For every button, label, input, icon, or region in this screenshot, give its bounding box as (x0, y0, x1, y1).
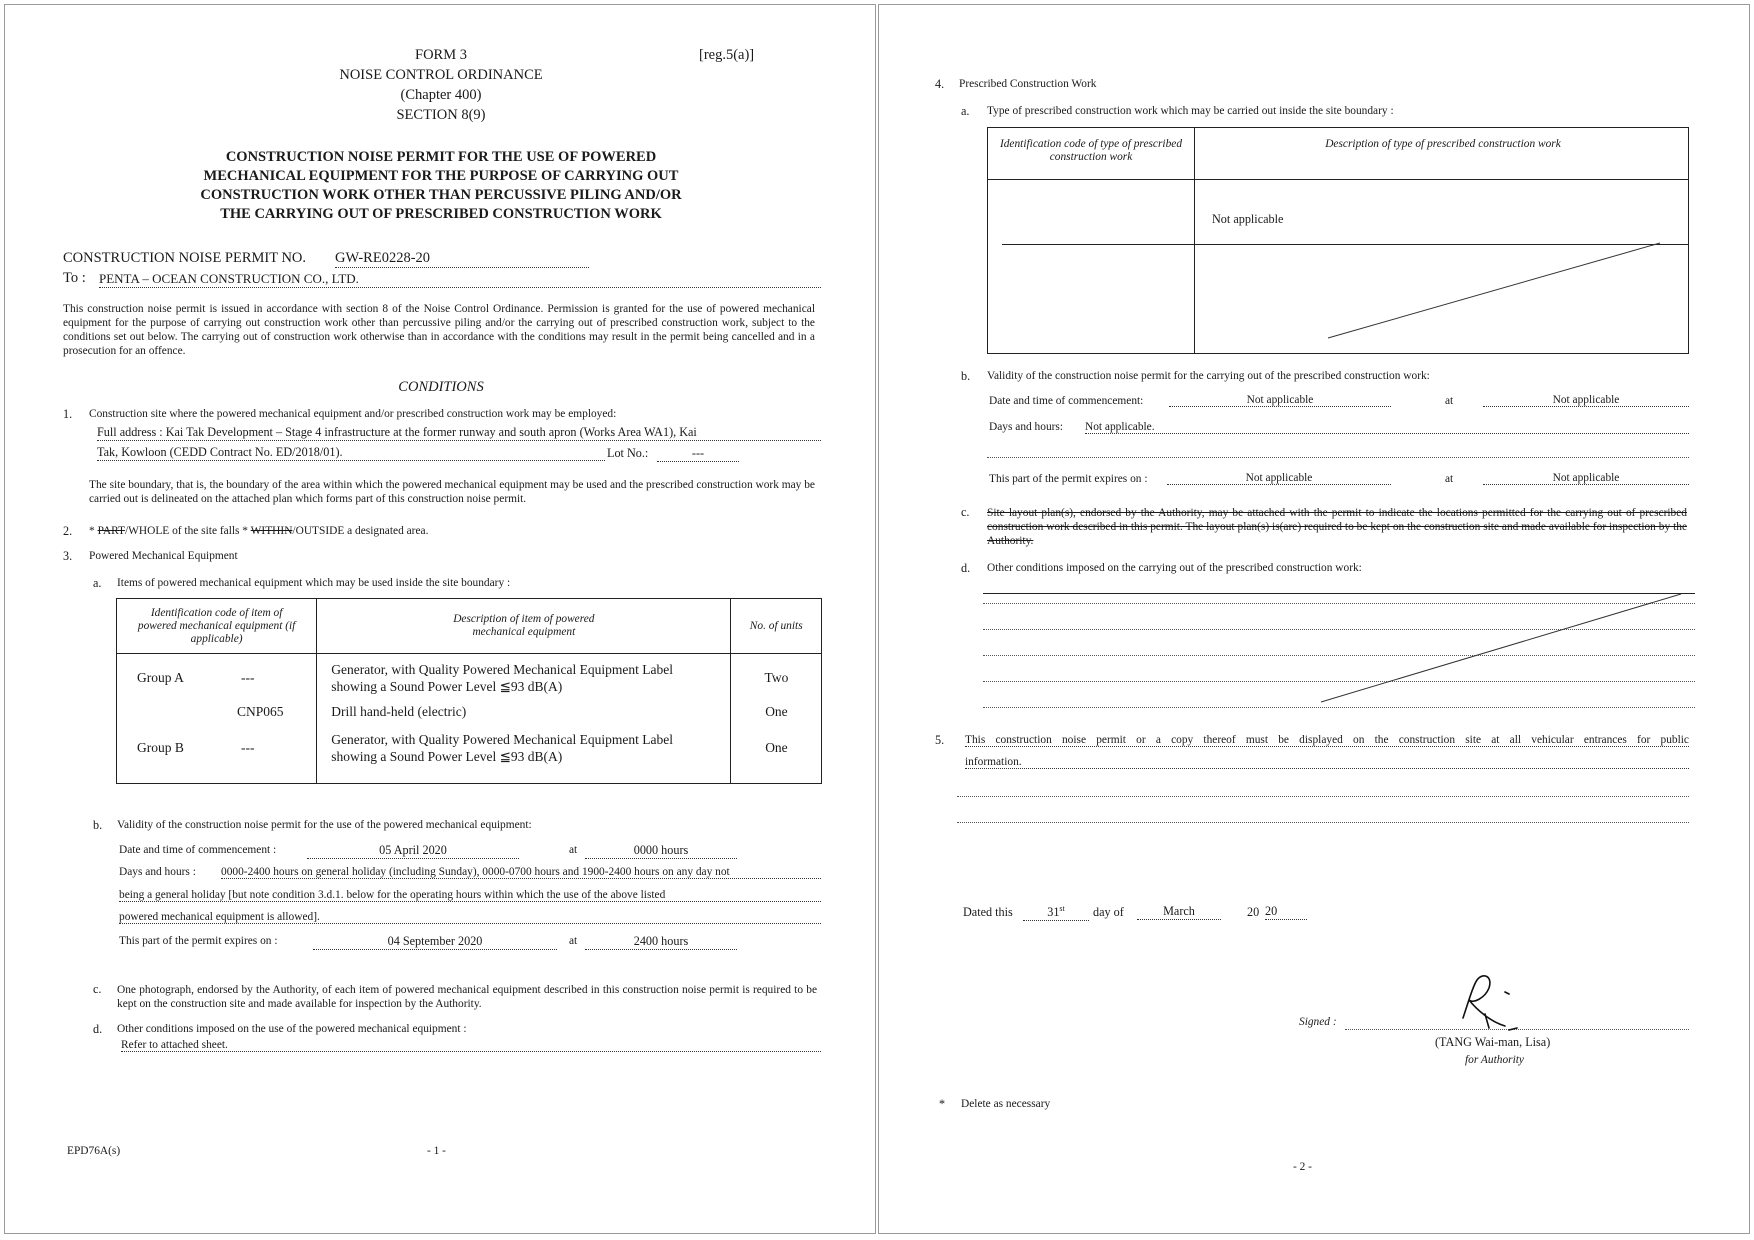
pme-expire-date: 04 September 2020 (313, 934, 557, 950)
condition-4c-letter: c. (961, 505, 970, 519)
outside-text: /OUTSIDE a designated area. (292, 525, 429, 537)
dated-label: Dated this (963, 905, 1013, 919)
pme-days-label: Days and hours : (119, 866, 196, 878)
condition-5-line-2: information. (965, 756, 1689, 769)
table-row-2-code: CNP065 (237, 704, 284, 719)
pme-expire-time: 2400 hours (585, 934, 737, 950)
title-line-3: CONSTRUCTION WORK OTHER THAN PERCUSSIVE PILING AND/OR (200, 187, 682, 203)
condition-1-text: Construction site where the powered mechanical equipment and/or prescribed construction work may be employed: (89, 408, 617, 420)
conditions-heading: CONDITIONS (398, 379, 484, 395)
condition-5-line-1: This construction noise permit or a copy thereof must be displayed on the construction site at all vehicular entrances for public (965, 734, 1689, 746)
condition-4a-text: Type of prescribed construction work which may be carried out inside the site boundary : (987, 105, 1394, 117)
ordinance-name: NOISE CONTROL ORDINANCE (339, 67, 543, 83)
chapter: (Chapter 400) (400, 87, 482, 103)
dated-day: 31st (1023, 904, 1089, 921)
table-row-3-desc-1: Generator, with Quality Powered Mechanical Equipment Label (331, 732, 673, 747)
permit-number-value: GW-RE0228-20 (335, 250, 589, 268)
condition-3b-text: Validity of the construction noise permit for the use of the powered mechanical equipment: (117, 819, 532, 831)
page-1 (4, 4, 876, 1234)
prescribed-work-table (987, 127, 1689, 354)
pme-expire-label: This part of the permit expires on : (119, 935, 278, 947)
table-row-3-units: One (765, 740, 788, 755)
header-units: No. of units (731, 599, 822, 654)
pcw-expire-time: Not applicable (1483, 472, 1689, 485)
part-struck: PART (97, 525, 125, 537)
site-address-line-2: Tak, Kowloon (CEDD Contract No. ED/2018/01). (97, 445, 605, 461)
condition-2-text (89, 525, 428, 537)
page-2 (878, 4, 1750, 1234)
blank-line-2 (957, 796, 1689, 797)
signed-label: Signed : (1299, 1016, 1337, 1028)
page-number-2: - 2 - (1293, 1161, 1312, 1173)
form-number: FORM 3 (415, 47, 467, 63)
condition-3-number: 3. (63, 549, 73, 563)
condition-2-number: 2. (63, 524, 73, 538)
table-row-1-units: Two (764, 670, 789, 685)
pcw-expire-label: This part of the permit expires on : (989, 473, 1148, 485)
condition-4a-letter: a. (961, 104, 970, 118)
pme-commence-time: 0000 hours (585, 843, 737, 859)
header-work-id: Identification code of type of prescribed construction work (999, 138, 1183, 163)
table-row-1-desc-2: showing a Sound Power Level ≦93 dB(A) (331, 679, 563, 694)
pcw-days-label: Days and hours: (989, 421, 1064, 433)
signer-role: for Authority (1465, 1054, 1524, 1066)
condition-4b-text: Validity of the construction noise permit for the carrying out of the prescribed construction work: (987, 370, 1430, 382)
site-boundary-paragraph: The site boundary, that is, the boundary of the area within which the powered mechanical equipment may be used and the prescribed construction work may be carried out is delineated on the attached plan which forms part of this construction noise permit. (89, 479, 815, 505)
within-struck: WITHIN (250, 525, 293, 537)
site-address-line-1: Full address : Kai Tak Development – Stage 4 infrastructure at the former runway and south apron (Works Area WA1), Kai (97, 425, 821, 441)
star-mark: * (89, 525, 95, 537)
section: SECTION 8(9) (396, 107, 486, 123)
to-label: To : (63, 270, 86, 286)
condition-3d-value: Refer to attached sheet. (121, 1039, 821, 1052)
title-line-2: MECHANICAL EQUIPMENT FOR THE PURPOSE OF CARRYING OUT (203, 168, 679, 184)
signer-name: (TANG Wai-man, Lisa) (1435, 1035, 1551, 1049)
condition-4-title: Prescribed Construction Work (959, 78, 1097, 90)
equipment-table (116, 598, 822, 784)
pme-days-line-2: being a general holiday [but note condition 3.d.1. below for the operating hours within which the use of the above listed (119, 889, 821, 902)
title-line-1: CONSTRUCTION NOISE PERMIT FOR THE USE OF POWERED (225, 149, 657, 165)
work-description-value: Not applicable (1212, 212, 1284, 226)
handwritten-signature (1439, 970, 1529, 1040)
table-row-1-code: --- (241, 670, 255, 685)
condition-3d-letter: d. (93, 1022, 103, 1036)
pcw-commence-date: Not applicable (1169, 394, 1391, 407)
pcw-expire-date: Not applicable (1167, 472, 1391, 485)
table-row-2-units: One (765, 704, 788, 719)
condition-1-number: 1. (63, 407, 73, 421)
footnote-text: Delete as necessary (961, 1098, 1051, 1110)
regulation-ref: [reg.5(a)] (699, 47, 755, 63)
pme-days-line-1: 0000-2400 hours on general holiday (including Sunday), 0000-0700 hours and 1900-2400 hours on any day not (221, 866, 821, 879)
footnote-star: * (939, 1097, 946, 1111)
condition-3a-letter: a. (93, 576, 102, 590)
units-cell (731, 654, 822, 784)
pme-commence-label: Date and time of commencement : (119, 844, 277, 856)
lot-number-label: Lot No.: (607, 446, 649, 460)
id-code-cell (117, 654, 317, 784)
header-description: Description of item of powered mechanical equipment (317, 599, 731, 654)
condition-3c-letter: c. (93, 982, 102, 996)
blank-line-3 (957, 822, 1689, 823)
pcw-days-value: Not applicable. (1085, 421, 1689, 434)
condition-5-number: 5. (935, 733, 945, 747)
condition-4b-letter: b. (961, 369, 971, 383)
day-of-label: day of (1093, 905, 1124, 919)
pcw-expire-at-label: at (1445, 473, 1454, 485)
pme-days-line-3: powered mechanical equipment is allowed]. (119, 911, 821, 924)
condition-4c-text-struck: Site layout plan(s), endorsed by the Authority, may be attached with the permit to indicate the locations permitted for the carrying out of prescribed construction work described in this permit. The layout plan(s) is(are) required to be kept on the construction site and made available for inspection by the Authority. (987, 507, 1687, 547)
intro-paragraph: This construction noise permit is issued in accordance with section 8 of the Noise Control Ordinance. Permission is granted for the use of powered mechanical equipment for the purpose of carrying out construction work other than percussive piling and/or the carrying out of prescribed construction work, subject to the conditions set out below. The carrying out of construction work otherwise than in accordance with the conditions may result in the permit being cancelled and in a prosecution for an offence. (63, 303, 815, 357)
condition-4d-letter: d. (961, 561, 971, 575)
table-row-1-desc-1: Generator, with Quality Powered Mechanical Equipment Label (331, 662, 673, 677)
lot-number-value: --- (657, 446, 739, 462)
permit-number-label: CONSTRUCTION NOISE PERMIT NO. (63, 250, 307, 266)
footer-form-code: EPD76A(s) (67, 1145, 121, 1157)
pcw-at-label: at (1445, 395, 1454, 407)
pme-commence-date: 05 April 2020 (307, 843, 519, 859)
pme-at-label: at (569, 844, 578, 856)
condition-3-title: Powered Mechanical Equipment (89, 550, 238, 562)
to-value: PENTA – OCEAN CONSTRUCTION CO., LTD. (99, 271, 821, 288)
table-body (117, 654, 822, 784)
condition-3d-text: Other conditions imposed on the use of the powered mechanical equipment : (117, 1023, 467, 1035)
table-row-1-group: Group A (137, 670, 184, 685)
description-cell (317, 654, 731, 784)
year-suffix: 20 (1265, 904, 1307, 920)
header-id-code: Identification code of item of powered mechanical equipment (if applicable) (117, 599, 317, 654)
strike-through-diagonal (988, 128, 1690, 355)
condition-3a-text: Items of powered mechanical equipment which may be used inside the site boundary : (117, 577, 511, 589)
header-work-description: Description of type of prescribed construction work (1325, 138, 1561, 150)
blank-line (987, 457, 1689, 458)
table-row-3-code: --- (241, 740, 255, 755)
dated-month: March (1137, 904, 1221, 920)
condition-3b-letter: b. (93, 818, 103, 832)
title-line-4: THE CARRYING OUT OF PRESCRIBED CONSTRUCTION WORK (220, 206, 662, 222)
year-prefix: 20 (1247, 905, 1260, 919)
condition-3c-text: One photograph, endorsed by the Authority, of each item of powered mechanical equipment described in this construction noise permit is required to be kept on the construction site and made available for inspection by the Authority. (117, 984, 817, 1010)
pme-expire-at-label: at (569, 935, 578, 947)
other-conditions-diagonal (983, 590, 1703, 720)
table-row-3-group: Group B (137, 740, 184, 755)
table-row-2-desc-1: Drill hand-held (electric) (331, 704, 467, 719)
whole-text: /WHOLE of the site falls * (124, 525, 249, 537)
condition-4-number: 4. (935, 77, 945, 91)
pcw-commence-time: Not applicable (1483, 394, 1689, 407)
page-number-1: - 1 - (427, 1145, 446, 1157)
condition-4d-text: Other conditions imposed on the carrying out of the prescribed construction work: (987, 562, 1362, 574)
table-row-3-desc-2: showing a Sound Power Level ≦93 dB(A) (331, 749, 563, 764)
pcw-commence-label: Date and time of commencement: (989, 395, 1144, 407)
